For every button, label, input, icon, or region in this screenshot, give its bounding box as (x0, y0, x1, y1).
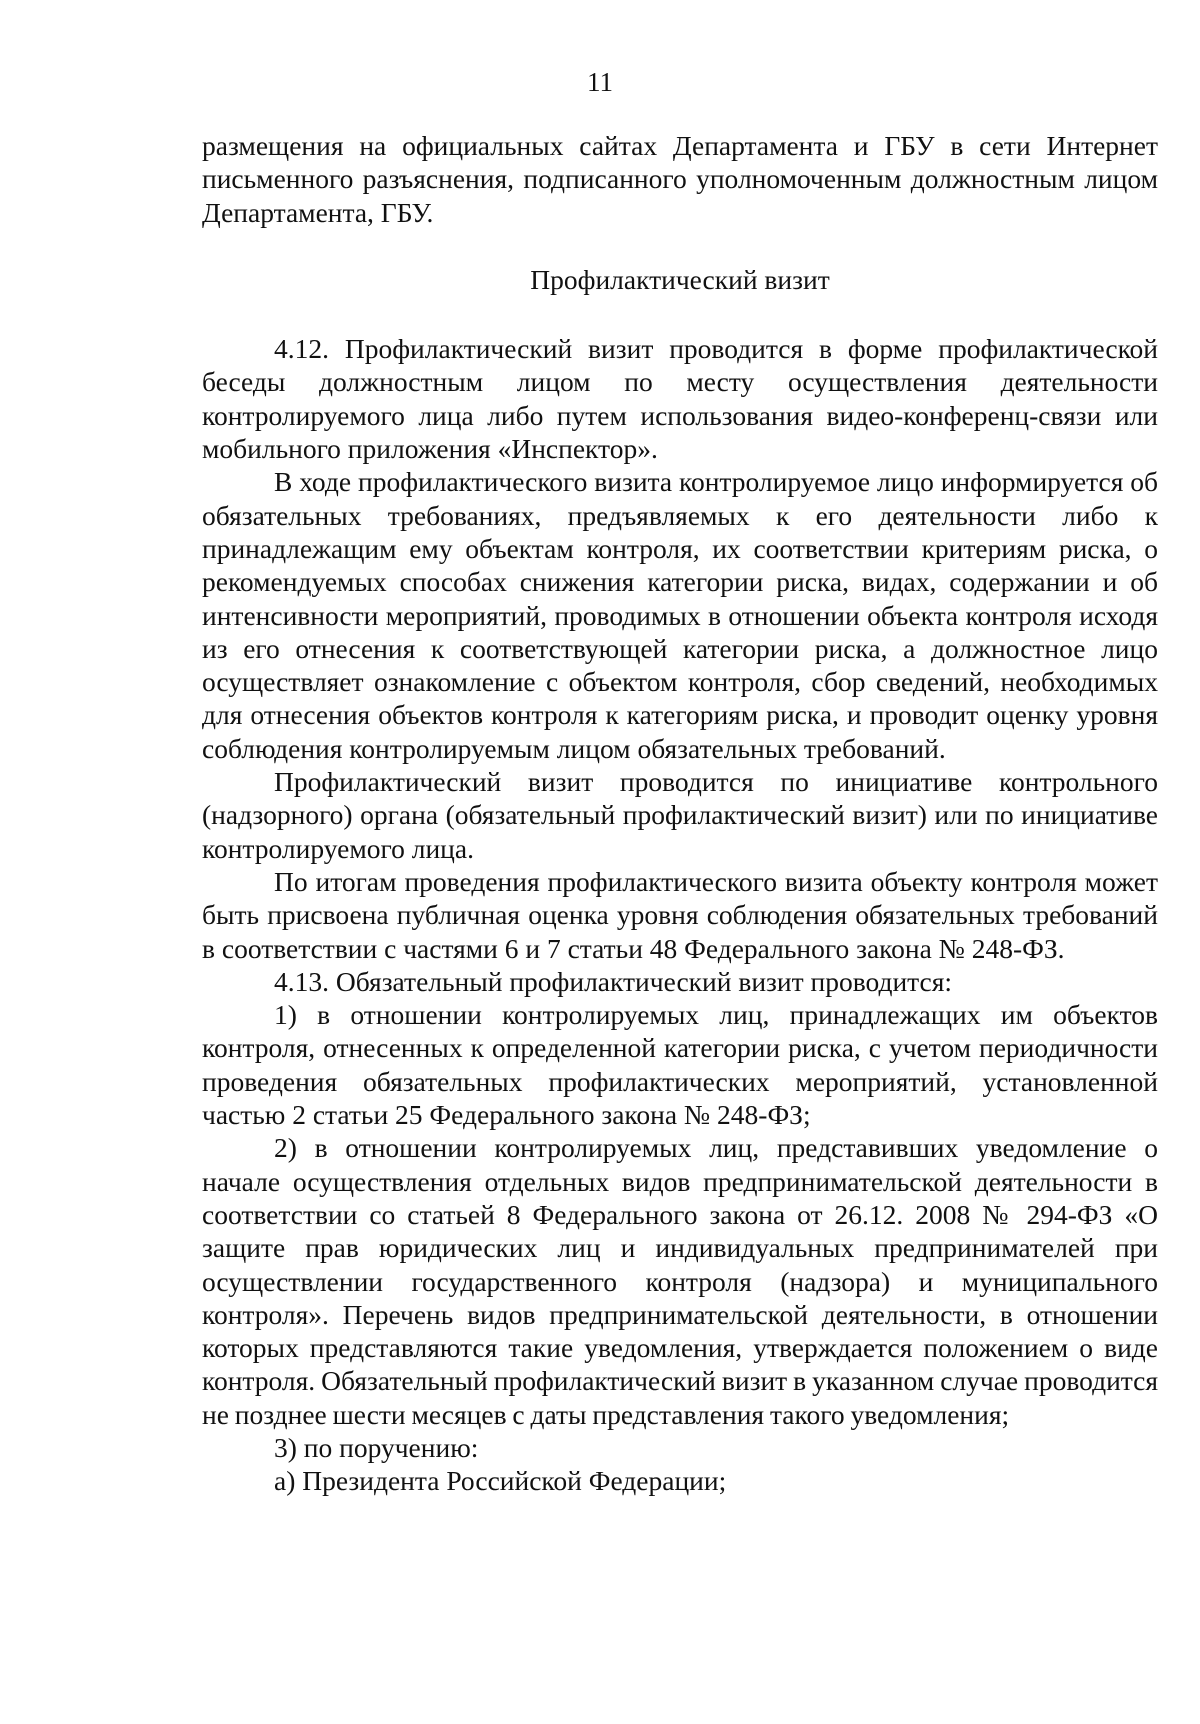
paragraph-continuation: размещения на официальных сайтах Департамента и ГБУ в сети Интернет письменного разъяснения, подписанного уполномоченным должностным лицом Департамента, ГБУ. (202, 130, 1158, 228)
document-body (202, 129, 1158, 1498)
list-item-3: 3) по поручению: (274, 1431, 479, 1463)
list-item-1: 1) в отношении контролируемых лиц, принадлежащих им объектов контроля, отнесенных к определенной категории риска, с учетом периодичности проведения обязательных профилактических мероприятий, установленной частью 2 статьи 25 Федерального закона № 248-ФЗ; (202, 999, 1158, 1131)
page-number: 11 (587, 67, 613, 97)
paragraph-visit-content: В ходе профилактического визита контролируемое лицо информируется об обязательных требованиях, предъявляемых к его деятельности либо к принадлежащим ему объектам контроля, их соответствии критериям риска, о рекомендуемых способах снижения категории риска, видах, содержании и об интенсивности мероприятий, проводимых в отношении объекта контроля исходя из его отнесения к соответствующей категории риска, а должностное лицо осуществляет ознакомление с объектом контроля, сбор сведений, необходимых для отнесения объектов контроля к категориям риска, и проводит оценку уровня соблюдения контролируемым лицом обязательных требований. (202, 466, 1158, 764)
section-heading: Профилактический визит (530, 263, 830, 295)
list-item-3a: а) Президента Российской Федерации; (274, 1465, 727, 1497)
paragraph-visit-initiative: Профилактический визит проводится по инициативе контрольного (надзорного) органа (обязательный профилактический визит) или по инициативе контролируемого лица. (202, 766, 1158, 864)
list-item-2: 2) в отношении контролируемых лиц, представивших уведомление о начале осуществления отдельных видов предпринимательской деятельности в соответствии со статьей 8 Федерального закона от 26.12. 2008 № 294-ФЗ «О защите прав юридических лиц и индивидуальных предпринимателей при осуществлении государственного контроля (надзора) и муниципального контроля». Перечень видов предпринимательской деятельности, в отношении которых представляются такие уведомления, утверждается положением о виде контроля. Обязательный профилактический визит в указанном случае проводится не позднее шести месяцев с даты представления такого уведомления; (202, 1132, 1158, 1430)
paragraph-4-13: 4.13. Обязательный профилактический визит проводится: (274, 965, 953, 997)
paragraph-4-12: 4.12. Профилактический визит проводится в форме профилактической беседы должностным лицом по месту осуществления деятельности контролируемого лица либо путем использования видео-конференц-связи или мобильного приложения «Инспектор». (202, 333, 1158, 465)
paragraph-visit-results: По итогам проведения профилактического визита объекту контроля может быть присвоена публичная оценка уровня соблюдения обязательных требований в соответствии с частями 6 и 7 статьи 48 Федерального закона № 248-ФЗ. (202, 865, 1158, 964)
